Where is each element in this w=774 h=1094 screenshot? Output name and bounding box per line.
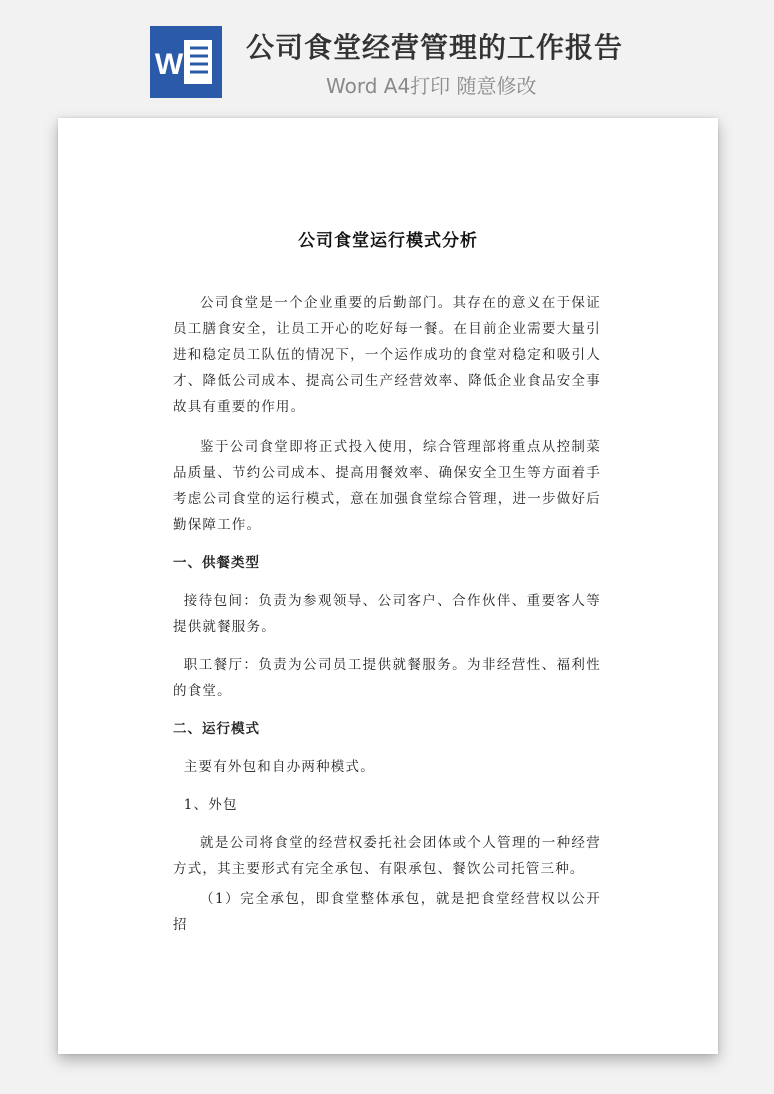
paragraph: 主要有外包和自办两种模式。 [183, 759, 375, 775]
section-heading: 二、运行模式 [173, 721, 260, 737]
header [0, 0, 774, 118]
word-icon [150, 26, 222, 98]
document-page [58, 118, 718, 1054]
svg-text:W: W [154, 48, 184, 81]
section-heading: 一、供餐类型 [173, 555, 260, 571]
document-title: 公司食堂运行模式分析 [298, 231, 478, 251]
paragraph: 接待包间：负责为参观领导、公司客户、合作伙伴、重要客人等提供就餐服务。 [173, 593, 601, 635]
paragraph: 1、外包 [183, 797, 238, 813]
paragraph: 公司食堂是一个企业重要的后勤部门。其存在的意义在于保证员工膳食安全，让员工开心的吃好每一餐。在目前企业需要大量引进和稳定员工队伍的情况下，一个运作成功的食堂对稳定和吸引人才、降低公司成本、提高公司生产经营效率、降低企业食品安全事故具有重要的作用。 [173, 295, 601, 415]
paragraph: 职工餐厅：负责为公司员工提供就餐服务。为非经营性、福利性的食堂。 [173, 657, 601, 699]
paragraph: 鉴于公司食堂即将正式投入使用，综合管理部将重点从控制菜品质量、节约公司成本、提高用餐效率、确保安全卫生等方面着手考虑公司食堂的运行模式，意在加强食堂综合管理，进一步做好后勤保障工作。 [173, 439, 601, 533]
document-body [173, 290, 601, 938]
paragraph: 就是公司将食堂的经营权委托社会团体或个人管理的一种经营方式，其主要形式有完全承包、有限承包、餐饮公司托管三种。 [173, 835, 601, 877]
header-title: 公司食堂经营管理的工作报告 [246, 31, 624, 64]
header-subtitle: Word A4打印 随意修改 [326, 74, 537, 98]
paragraph: （1）完全承包，即食堂整体承包，就是把食堂经营权以公开招 [173, 891, 601, 933]
